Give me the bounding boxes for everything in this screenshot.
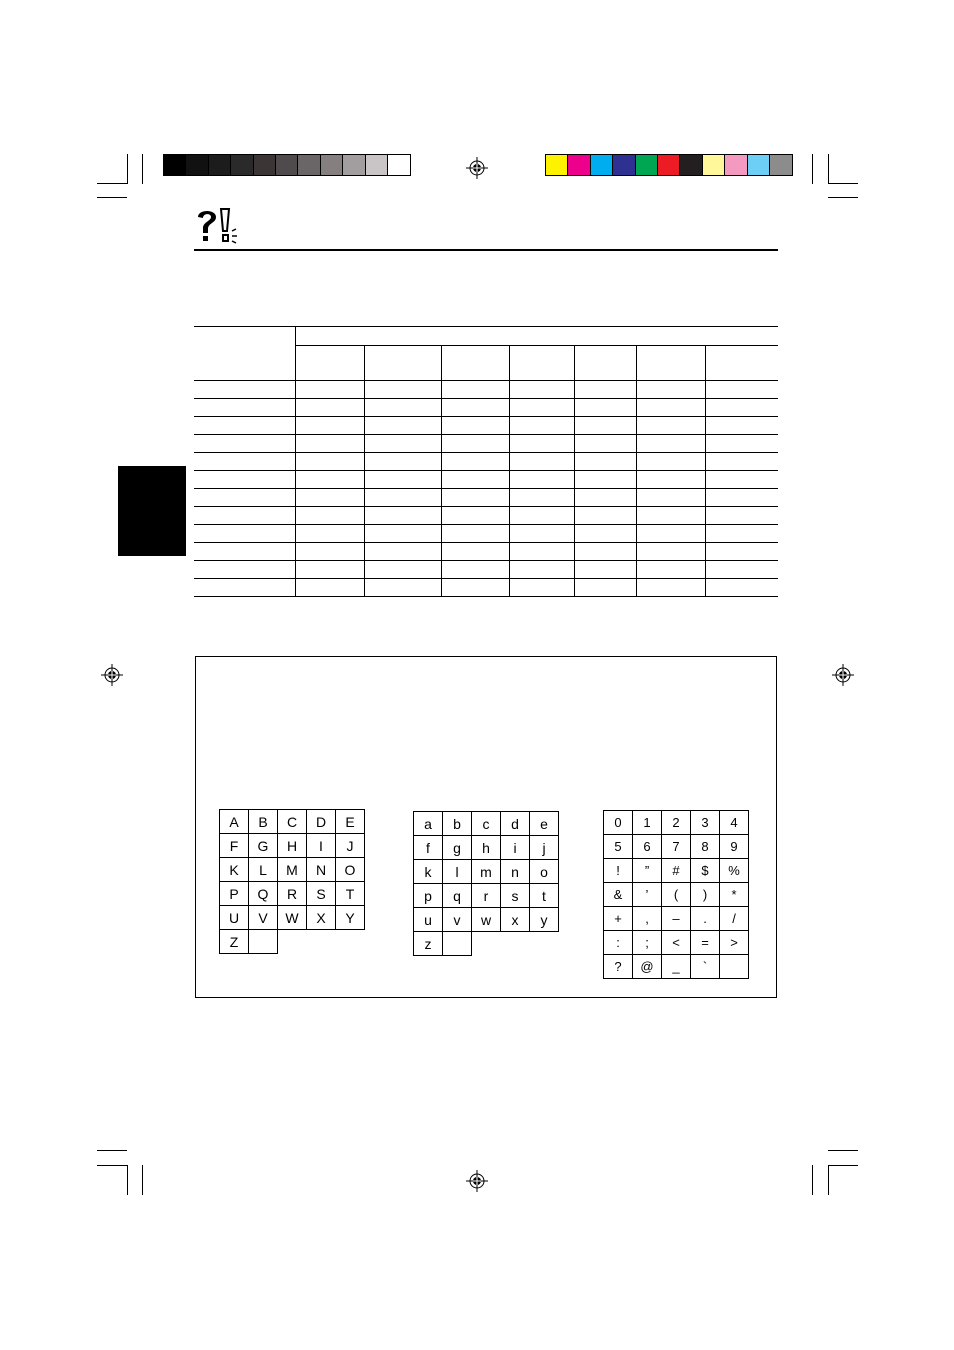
char-cell: , [633, 907, 662, 931]
table-row [194, 381, 778, 399]
char-cell: l [443, 860, 472, 884]
calibration-swatch [298, 155, 320, 175]
calibration-swatch [613, 155, 635, 175]
crop-mark [812, 1165, 813, 1195]
crop-mark [142, 154, 143, 184]
table-row [194, 561, 778, 579]
char-cell: ) [691, 883, 720, 907]
table-row [194, 399, 778, 417]
char-cell: 7 [662, 835, 691, 859]
char-cell: X [307, 906, 336, 930]
table-cell [705, 561, 778, 579]
table-cell [509, 525, 574, 543]
table-row [194, 435, 778, 453]
data-table [194, 326, 778, 597]
table-header-cell [574, 346, 636, 381]
grid-row [604, 811, 749, 835]
table-cell [295, 435, 364, 453]
crop-mark [828, 1150, 858, 1151]
table-header-cell [441, 346, 509, 381]
crop-mark [127, 1165, 128, 1195]
char-cell: ( [662, 883, 691, 907]
table-cell [705, 381, 778, 399]
char-cell: Z [220, 930, 249, 954]
table-cell [509, 417, 574, 435]
char-cell: u [414, 908, 443, 932]
table-header-cell [636, 346, 705, 381]
table-cell [364, 453, 441, 471]
char-cell: 8 [691, 835, 720, 859]
table-cell [636, 525, 705, 543]
char-cell [720, 955, 749, 979]
table-cell [194, 525, 295, 543]
char-cell: + [604, 907, 633, 931]
table-cell [364, 489, 441, 507]
char-cell: c [472, 812, 501, 836]
table-cell [364, 381, 441, 399]
char-cell: 0 [604, 811, 633, 835]
char-cell: E [336, 810, 365, 834]
table-cell [636, 471, 705, 489]
calibration-swatch [680, 155, 702, 175]
table-header-cell [295, 327, 778, 346]
table-cell [441, 417, 509, 435]
table-cell [636, 435, 705, 453]
table-header-cell [364, 346, 441, 381]
char-cell: 9 [720, 835, 749, 859]
table-cell [636, 579, 705, 597]
table-cell [705, 579, 778, 597]
calibration-swatch [276, 155, 298, 175]
lowercase-grid [413, 811, 559, 956]
table-cell [636, 507, 705, 525]
table-cell [295, 543, 364, 561]
grid-row [220, 810, 365, 834]
char-cell: Q [249, 882, 278, 906]
table-cell [441, 525, 509, 543]
table-cell [441, 381, 509, 399]
calibration-swatch [770, 155, 792, 175]
character-chart [195, 656, 777, 998]
char-cell: & [604, 883, 633, 907]
char-cell: 5 [604, 835, 633, 859]
table-cell [441, 453, 509, 471]
char-cell: * [720, 883, 749, 907]
calibration-swatch [366, 155, 388, 175]
table-cell [194, 453, 295, 471]
char-cell: d [501, 812, 530, 836]
table-cell [574, 471, 636, 489]
char-cell: 1 [633, 811, 662, 835]
char-cell: _ [662, 955, 691, 979]
char-cell: C [278, 810, 307, 834]
char-cell: ; [633, 931, 662, 955]
char-cell: D [307, 810, 336, 834]
header-rule [194, 249, 778, 251]
registration-mark-icon [101, 664, 123, 686]
char-cell: p [414, 884, 443, 908]
crop-mark [127, 154, 128, 184]
table-header-cell [194, 327, 295, 381]
char-cell: r [472, 884, 501, 908]
char-cell: ’ [633, 883, 662, 907]
grid-row [220, 930, 365, 954]
table-cell [509, 579, 574, 597]
grid-row [414, 860, 559, 884]
table-cell [295, 489, 364, 507]
table-cell [364, 399, 441, 417]
table-cell [574, 507, 636, 525]
crop-mark [142, 1165, 143, 1195]
char-cell: J [336, 834, 365, 858]
table-cell [194, 381, 295, 399]
table-cell [194, 399, 295, 417]
table-cell [509, 381, 574, 399]
table-cell [295, 417, 364, 435]
char-cell: e [530, 812, 559, 836]
table-cell [295, 579, 364, 597]
table-cell [705, 471, 778, 489]
calibration-swatch [254, 155, 276, 175]
table-cell [705, 525, 778, 543]
char-cell: T [336, 882, 365, 906]
table-cell [509, 489, 574, 507]
registration-mark-icon [466, 1170, 488, 1192]
table-cell [636, 561, 705, 579]
table-row [194, 471, 778, 489]
table-cell [636, 417, 705, 435]
crop-mark [828, 1165, 858, 1166]
table-cell [364, 507, 441, 525]
section-tab [118, 466, 186, 556]
char-cell: W [278, 906, 307, 930]
char-cell: ! [604, 859, 633, 883]
char-cell: o [530, 860, 559, 884]
grayscale-calibration-bar [163, 154, 411, 176]
crop-mark [828, 154, 829, 184]
char-cell: g [443, 836, 472, 860]
table-cell [636, 381, 705, 399]
table-cell [636, 453, 705, 471]
char-cell: x [501, 908, 530, 932]
calibration-swatch [388, 155, 410, 175]
table-cell [364, 471, 441, 489]
table-cell [295, 525, 364, 543]
grid-row [220, 882, 365, 906]
char-cell: – [662, 907, 691, 931]
table-cell [194, 489, 295, 507]
char-cell: I [307, 834, 336, 858]
char-cell: V [249, 906, 278, 930]
table-cell [705, 435, 778, 453]
char-cell: > [720, 931, 749, 955]
grid-row [604, 907, 749, 931]
calibration-swatch [546, 155, 568, 175]
char-cell: S [307, 882, 336, 906]
char-cell: 4 [720, 811, 749, 835]
table-cell [574, 435, 636, 453]
calibration-swatch [636, 155, 658, 175]
registration-mark-icon [466, 157, 488, 179]
char-cell: M [278, 858, 307, 882]
char-cell: Y [336, 906, 365, 930]
table-cell [574, 399, 636, 417]
char-cell: G [249, 834, 278, 858]
char-cell [443, 932, 472, 956]
question-exclamation-icon [194, 207, 246, 245]
grid-row [414, 932, 559, 956]
table-cell [574, 417, 636, 435]
grid-row [414, 812, 559, 836]
char-cell: R [278, 882, 307, 906]
table-row [194, 453, 778, 471]
char-cell: z [414, 932, 443, 956]
grid-row [414, 908, 559, 932]
table-cell [509, 543, 574, 561]
table-header-row [194, 327, 778, 346]
table-header-cell [295, 346, 364, 381]
grid-row [604, 883, 749, 907]
char-cell: s [501, 884, 530, 908]
char-cell: y [530, 908, 559, 932]
table-cell [441, 507, 509, 525]
table-cell [364, 543, 441, 561]
table-row [194, 507, 778, 525]
grid-row [604, 859, 749, 883]
table-cell [705, 399, 778, 417]
grid-row [220, 858, 365, 882]
table-cell [574, 579, 636, 597]
table-cell [574, 525, 636, 543]
grid-row [604, 955, 749, 979]
char-cell: A [220, 810, 249, 834]
table-cell [509, 561, 574, 579]
char-cell: 2 [662, 811, 691, 835]
calibration-swatch [568, 155, 590, 175]
table-cell [509, 453, 574, 471]
table-row [194, 579, 778, 597]
calibration-swatch [658, 155, 680, 175]
table-cell [574, 543, 636, 561]
char-cell: : [604, 931, 633, 955]
symbols-grid [603, 810, 749, 979]
grid-row [414, 836, 559, 860]
table-cell [441, 489, 509, 507]
crop-mark [828, 1165, 829, 1195]
crop-mark [828, 197, 858, 198]
table-row [194, 543, 778, 561]
table-cell [441, 543, 509, 561]
table-cell [295, 471, 364, 489]
char-cell: 6 [633, 835, 662, 859]
crop-mark [97, 1165, 127, 1166]
calibration-swatch [164, 155, 186, 175]
table-row [194, 417, 778, 435]
table-cell [509, 471, 574, 489]
table-cell [636, 399, 705, 417]
crop-mark [97, 1150, 127, 1151]
calibration-swatch [343, 155, 365, 175]
table-cell [194, 507, 295, 525]
table-cell [509, 399, 574, 417]
char-cell: # [662, 859, 691, 883]
table-cell [194, 435, 295, 453]
char-cell: U [220, 906, 249, 930]
grid-row [414, 884, 559, 908]
table-row [194, 489, 778, 507]
table-cell [194, 543, 295, 561]
table-row [194, 525, 778, 543]
char-cell: b [443, 812, 472, 836]
char-cell: j [530, 836, 559, 860]
table-cell [364, 561, 441, 579]
table-cell [295, 399, 364, 417]
table-cell [364, 579, 441, 597]
calibration-swatch [703, 155, 725, 175]
grid-row [220, 834, 365, 858]
table-cell [705, 489, 778, 507]
char-cell: k [414, 860, 443, 884]
table-cell [441, 471, 509, 489]
char-cell: P [220, 882, 249, 906]
calibration-swatch [591, 155, 613, 175]
char-cell [249, 930, 278, 954]
char-cell: n [501, 860, 530, 884]
char-cell: w [472, 908, 501, 932]
table-cell [441, 579, 509, 597]
char-cell: m [472, 860, 501, 884]
char-cell: $ [691, 859, 720, 883]
table-cell [705, 543, 778, 561]
char-cell: f [414, 836, 443, 860]
char-cell: % [720, 859, 749, 883]
calibration-swatch [186, 155, 208, 175]
grid-row [604, 835, 749, 859]
calibration-swatch [748, 155, 770, 175]
table-cell [194, 561, 295, 579]
color-calibration-bar [545, 154, 793, 176]
char-cell: . [691, 907, 720, 931]
char-cell: L [249, 858, 278, 882]
table-cell [705, 453, 778, 471]
table-cell [574, 453, 636, 471]
char-cell: < [662, 931, 691, 955]
table-cell [364, 417, 441, 435]
char-cell: = [691, 931, 720, 955]
grid-row [220, 906, 365, 930]
table-cell [574, 381, 636, 399]
table-cell [194, 579, 295, 597]
char-cell: 3 [691, 811, 720, 835]
char-cell: ` [691, 955, 720, 979]
table-cell [636, 489, 705, 507]
char-cell: O [336, 858, 365, 882]
char-cell: ” [633, 859, 662, 883]
table-cell [441, 399, 509, 417]
crop-mark [828, 183, 858, 184]
table-cell [509, 507, 574, 525]
char-cell: @ [633, 955, 662, 979]
table-cell [705, 417, 778, 435]
table-header-cell [705, 346, 778, 381]
table-cell [295, 381, 364, 399]
calibration-swatch [231, 155, 253, 175]
table-cell [364, 525, 441, 543]
char-cell: N [307, 858, 336, 882]
table-cell [574, 489, 636, 507]
table-header-cell [509, 346, 574, 381]
table-cell [295, 507, 364, 525]
char-cell: q [443, 884, 472, 908]
calibration-swatch [209, 155, 231, 175]
char-cell: K [220, 858, 249, 882]
calibration-swatch [725, 155, 747, 175]
char-cell: F [220, 834, 249, 858]
grid-row [604, 931, 749, 955]
char-cell: h [472, 836, 501, 860]
registration-mark-icon [832, 664, 854, 686]
crop-mark [97, 197, 127, 198]
table-cell [509, 435, 574, 453]
crop-mark [97, 183, 127, 184]
table-cell [295, 453, 364, 471]
char-cell: i [501, 836, 530, 860]
table-cell [364, 435, 441, 453]
calibration-swatch [321, 155, 343, 175]
char-cell: v [443, 908, 472, 932]
table-cell [441, 435, 509, 453]
char-cell: / [720, 907, 749, 931]
table-cell [574, 561, 636, 579]
char-cell: ? [604, 955, 633, 979]
char-cell: B [249, 810, 278, 834]
table-cell [194, 471, 295, 489]
table-cell [295, 561, 364, 579]
char-cell: H [278, 834, 307, 858]
char-cell: a [414, 812, 443, 836]
table-cell [636, 543, 705, 561]
table-cell [705, 507, 778, 525]
crop-mark [812, 154, 813, 184]
char-cell: t [530, 884, 559, 908]
table-cell [441, 561, 509, 579]
uppercase-grid [219, 809, 365, 954]
table-cell [194, 417, 295, 435]
